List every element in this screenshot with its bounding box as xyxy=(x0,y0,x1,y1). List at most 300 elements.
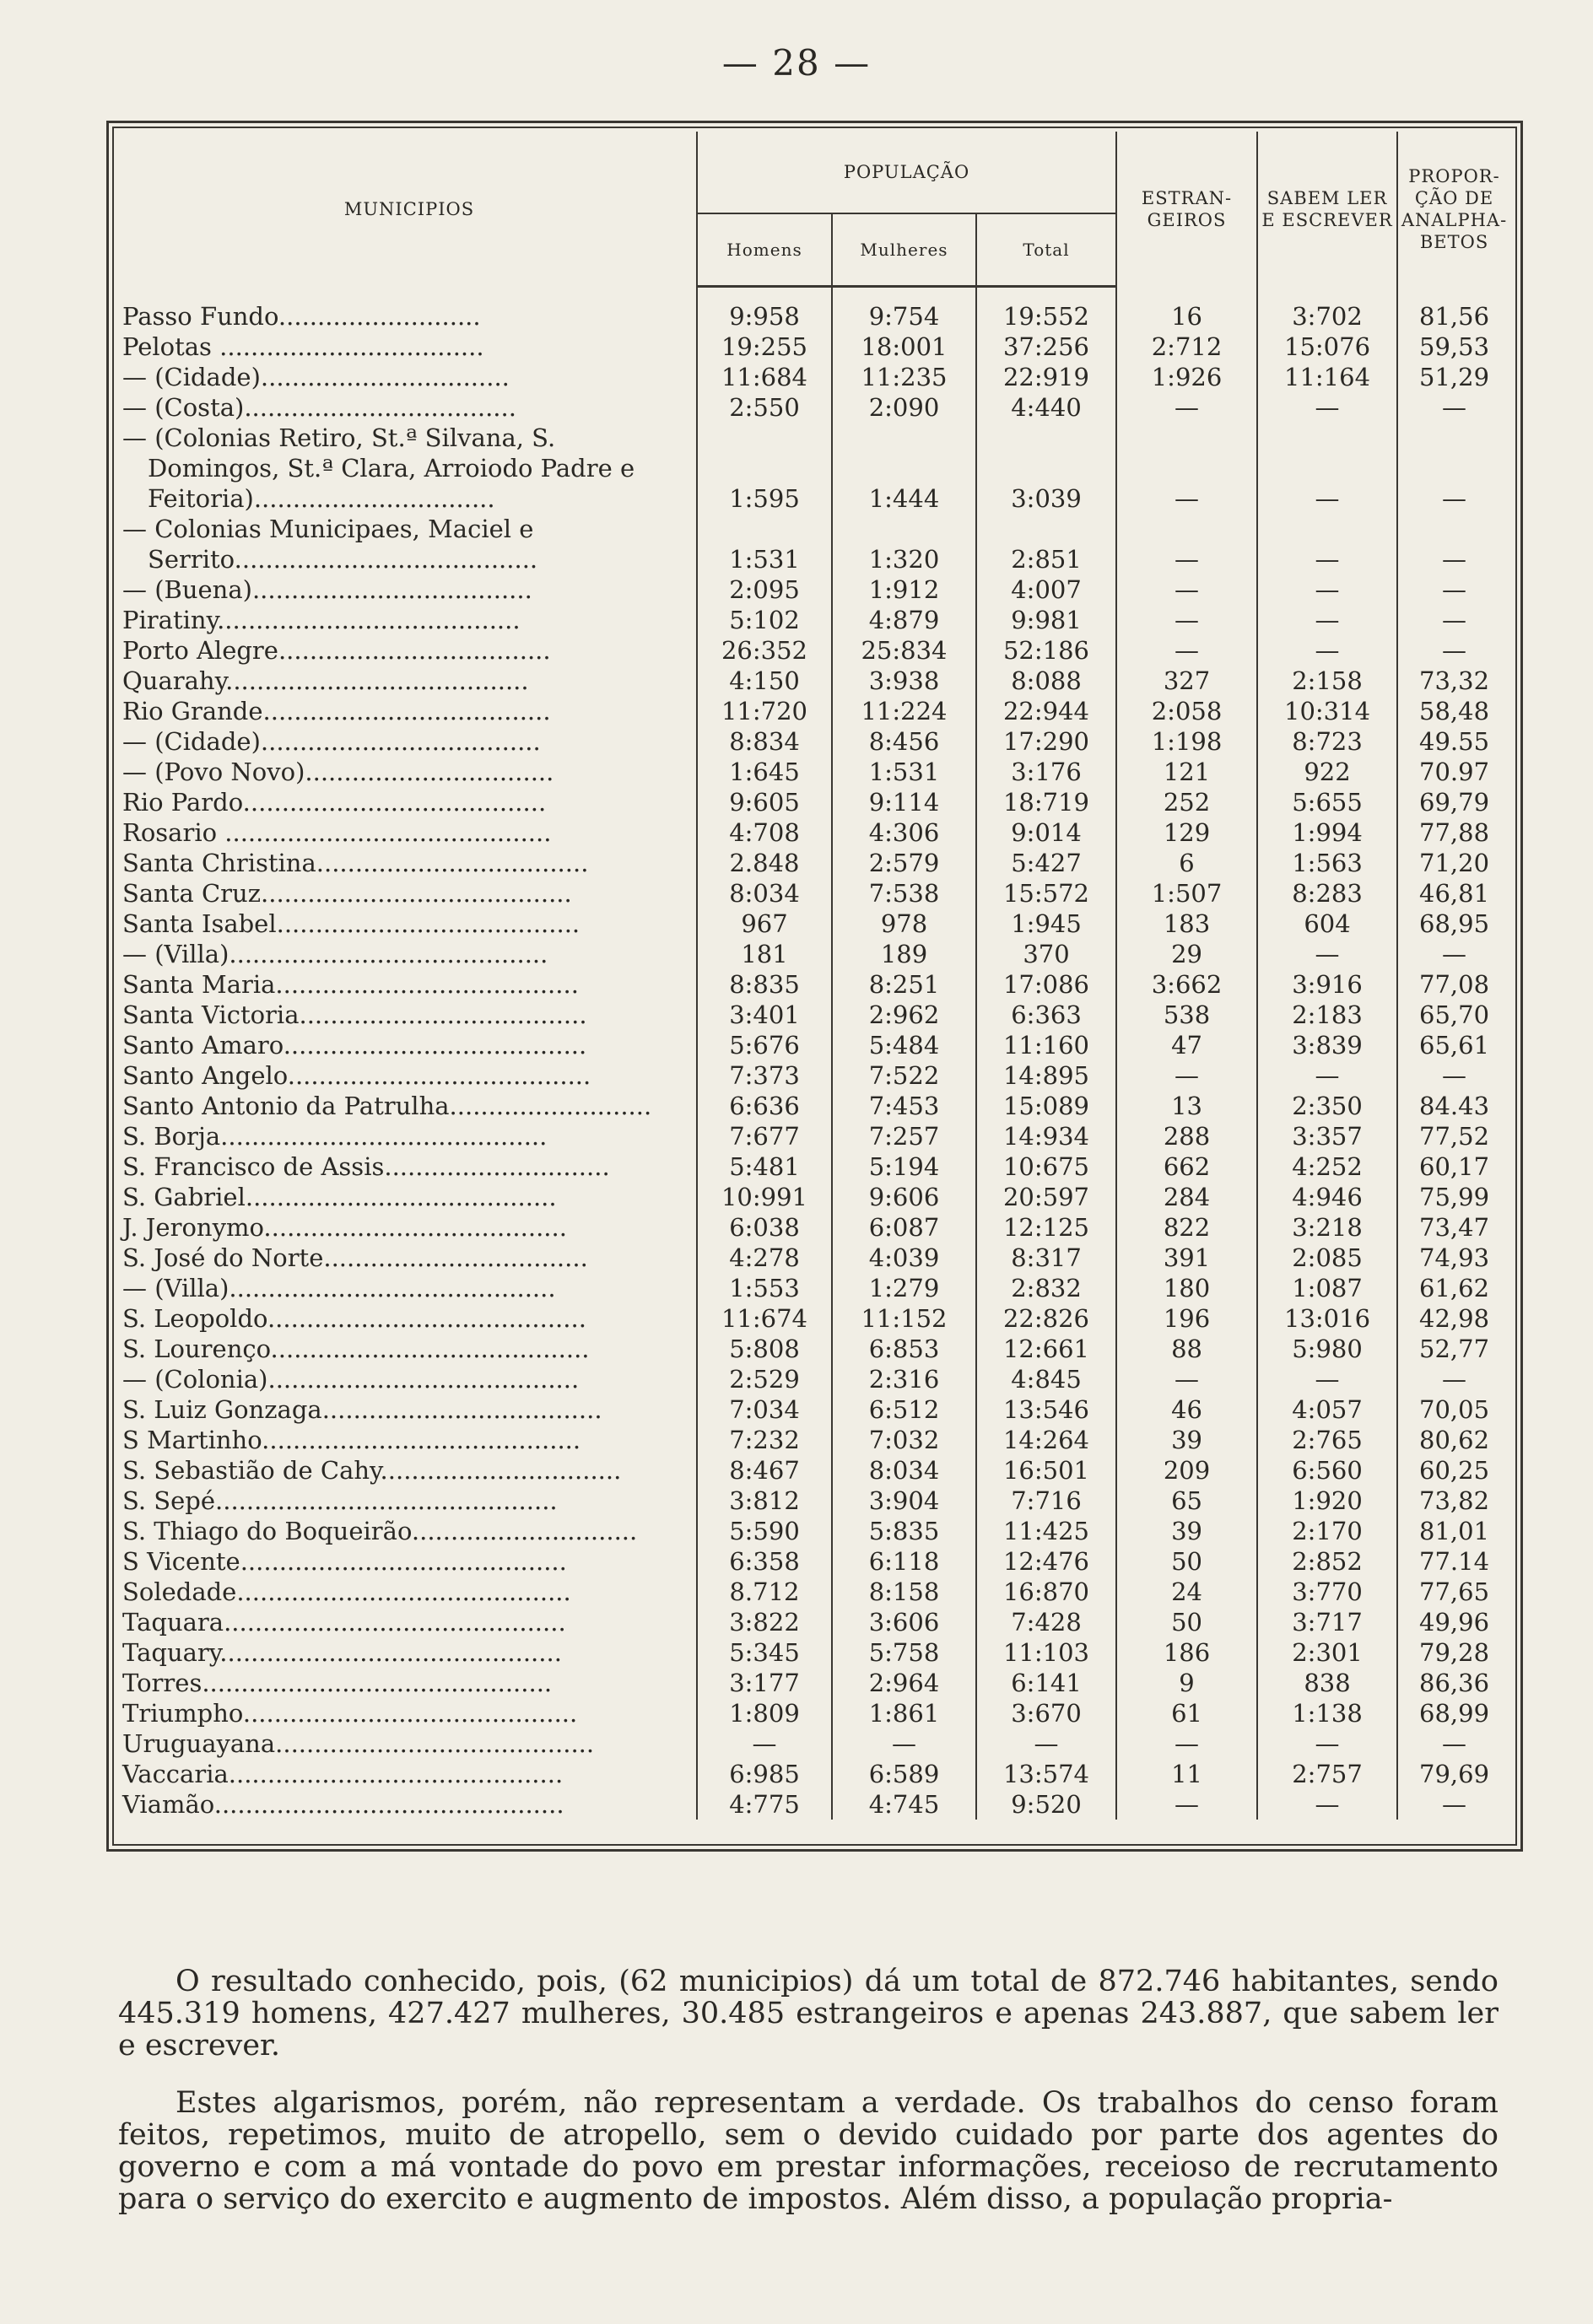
total-cell: 11:103 xyxy=(976,1637,1116,1668)
estrangeiros-cell: 1:926 xyxy=(1116,362,1257,392)
mulheres-cell: 1:912 xyxy=(832,574,976,605)
sabem-ler-cell: 1:994 xyxy=(1257,817,1397,848)
sabem-ler-cell: 10:314 xyxy=(1257,696,1397,726)
estrangeiros-cell: 538 xyxy=(1116,1000,1257,1030)
estrangeiros-cell: — xyxy=(1116,423,1257,514)
homens-cell: 3:822 xyxy=(697,1607,832,1637)
total-cell: 52:186 xyxy=(976,635,1116,666)
mulheres-cell: 3:904 xyxy=(832,1486,976,1516)
mulheres-cell: 9:606 xyxy=(832,1182,976,1212)
mulheres-cell: 7:032 xyxy=(832,1425,976,1455)
proporcao-cell: 77,88 xyxy=(1397,817,1510,848)
total-cell: 12:125 xyxy=(976,1212,1116,1243)
municipio-name: — (Cidade)................................ xyxy=(122,363,510,391)
estrangeiros-cell: 2:712 xyxy=(1116,332,1257,362)
homens-cell: 967 xyxy=(697,909,832,939)
mulheres-cell: 6:118 xyxy=(832,1546,976,1577)
table-row xyxy=(122,1000,1510,1030)
estrangeiros-cell: 39 xyxy=(1116,1425,1257,1455)
sabem-ler-cell: 604 xyxy=(1257,909,1397,939)
sabem-ler-cell: 1:920 xyxy=(1257,1486,1397,1516)
municipio-name: — (Buena).................................... xyxy=(122,575,532,604)
table-row xyxy=(122,605,1510,635)
table-row xyxy=(122,635,1510,666)
mulheres-cell: 1:531 xyxy=(832,757,976,787)
table-row xyxy=(122,1151,1510,1182)
mulheres-cell: 5:194 xyxy=(832,1151,976,1182)
proporcao-cell: — xyxy=(1397,574,1510,605)
estrangeiros-cell: 822 xyxy=(1116,1212,1257,1243)
estrangeiros-cell: 3:662 xyxy=(1116,969,1257,1000)
homens-cell: 9:958 xyxy=(697,287,832,332)
homens-cell: 8:034 xyxy=(697,878,832,909)
table-row xyxy=(122,1516,1510,1546)
table-row xyxy=(122,1030,1510,1060)
estrangeiros-cell: 6 xyxy=(1116,848,1257,878)
table-row xyxy=(122,1789,1510,1820)
sabem-ler-cell: — xyxy=(1257,1060,1397,1091)
municipio-name: Passo Fundo.......................... xyxy=(122,302,481,331)
total-cell: 16:501 xyxy=(976,1455,1116,1486)
municipio-name: S. Francisco de Assis............................. xyxy=(122,1152,610,1181)
mulheres-cell: 9:754 xyxy=(832,287,976,332)
proporcao-cell: — xyxy=(1397,939,1510,969)
sabem-ler-cell: 3:717 xyxy=(1257,1607,1397,1637)
total-cell: 2:851 xyxy=(976,514,1116,574)
table-row xyxy=(122,757,1510,787)
total-cell: 18:719 xyxy=(976,787,1116,817)
proporcao-cell: 86,36 xyxy=(1397,1668,1510,1698)
table-row xyxy=(122,1303,1510,1334)
sabem-ler-cell: 3:770 xyxy=(1257,1577,1397,1607)
estrangeiros-cell: 209 xyxy=(1116,1455,1257,1486)
total-cell: 12:476 xyxy=(976,1546,1116,1577)
sabem-ler-cell: 3:916 xyxy=(1257,969,1397,1000)
proporcao-cell: 61,62 xyxy=(1397,1273,1510,1303)
table-row xyxy=(122,1455,1510,1486)
sabem-ler-cell: 838 xyxy=(1257,1668,1397,1698)
mulheres-cell: 3:938 xyxy=(832,666,976,696)
homens-cell: 3:177 xyxy=(697,1668,832,1698)
municipio-name: S. Sebastião de Cahy............................... xyxy=(122,1456,622,1485)
table-row xyxy=(122,1182,1510,1212)
total-cell: 37:256 xyxy=(976,332,1116,362)
total-cell: 17:290 xyxy=(976,726,1116,757)
header-mulheres: Mulheres xyxy=(832,213,976,287)
total-cell: 19:552 xyxy=(976,287,1116,332)
sabem-ler-cell: 2:183 xyxy=(1257,1000,1397,1030)
estrangeiros-cell: 46 xyxy=(1116,1394,1257,1425)
municipio-name: S. José do Norte.................................. xyxy=(122,1243,588,1272)
homens-cell: 8:835 xyxy=(697,969,832,1000)
municipio-name: — (Colonias Retiro, St.ª Silvana, S. Domingos, St.ª Clara, Arroiodo Padre e Feitoria)............................... xyxy=(122,423,635,513)
homens-cell: 7:677 xyxy=(697,1121,832,1151)
table-row xyxy=(122,848,1510,878)
estrangeiros-cell: — xyxy=(1116,1364,1257,1394)
estrangeiros-cell: — xyxy=(1116,1060,1257,1091)
table-row xyxy=(122,1759,1510,1789)
proporcao-cell: 73,47 xyxy=(1397,1212,1510,1243)
municipio-name: — Colonias Municipaes, Maciel e Serrito....................................... xyxy=(122,515,538,574)
mulheres-cell: 7:522 xyxy=(832,1060,976,1091)
sabem-ler-cell: — xyxy=(1257,1364,1397,1394)
estrangeiros-cell: 1:198 xyxy=(1116,726,1257,757)
table-row xyxy=(122,817,1510,848)
estrangeiros-cell: 391 xyxy=(1116,1243,1257,1273)
proporcao-cell: 59,53 xyxy=(1397,332,1510,362)
homens-cell: 5:481 xyxy=(697,1151,832,1182)
table-row xyxy=(122,1728,1510,1759)
total-cell: 4:440 xyxy=(976,392,1116,423)
total-cell: 14:934 xyxy=(976,1121,1116,1151)
sabem-ler-cell: — xyxy=(1257,423,1397,514)
estrangeiros-cell: — xyxy=(1116,1728,1257,1759)
census-table xyxy=(122,132,1510,1820)
municipio-name: S. Sepé............................................ xyxy=(122,1486,558,1515)
proporcao-cell: — xyxy=(1397,514,1510,574)
proporcao-cell: 70.97 xyxy=(1397,757,1510,787)
municipio-name: S. Thiago do Boqueirão............................. xyxy=(122,1517,638,1545)
table-row xyxy=(122,423,1510,514)
municipio-name: Soledade........................................... xyxy=(122,1577,571,1606)
estrangeiros-cell: 24 xyxy=(1116,1577,1257,1607)
municipio-name: J. Jeronymo....................................... xyxy=(122,1213,567,1242)
homens-cell: 10:991 xyxy=(697,1182,832,1212)
municipio-name: S. Gabriel........................................ xyxy=(122,1183,557,1211)
estrangeiros-cell: 9 xyxy=(1116,1668,1257,1698)
sabem-ler-cell: 5:980 xyxy=(1257,1334,1397,1364)
municipio-name: S Martinho......................................... xyxy=(122,1426,581,1454)
sabem-ler-cell: 2:765 xyxy=(1257,1425,1397,1455)
table-row xyxy=(122,514,1510,574)
mulheres-cell: 8:456 xyxy=(832,726,976,757)
estrangeiros-cell: 29 xyxy=(1116,939,1257,969)
table-row xyxy=(122,939,1510,969)
homens-cell: 6:038 xyxy=(697,1212,832,1243)
homens-cell: 1:645 xyxy=(697,757,832,787)
sabem-ler-cell: 2:852 xyxy=(1257,1546,1397,1577)
municipio-name: Piratiny....................................... xyxy=(122,606,521,634)
homens-cell: 1:531 xyxy=(697,514,832,574)
proporcao-cell: 81,56 xyxy=(1397,287,1510,332)
table-header xyxy=(122,132,1510,287)
table-row xyxy=(122,1243,1510,1273)
sabem-ler-cell: 2:350 xyxy=(1257,1091,1397,1121)
mulheres-cell: 8:158 xyxy=(832,1577,976,1607)
total-cell: 1:945 xyxy=(976,909,1116,939)
mulheres-cell: 2:579 xyxy=(832,848,976,878)
total-cell: 14:895 xyxy=(976,1060,1116,1091)
mulheres-cell: 8:034 xyxy=(832,1455,976,1486)
estrangeiros-cell: 186 xyxy=(1116,1637,1257,1668)
municipio-name: Santa Isabel....................................... xyxy=(122,909,580,938)
proporcao-cell: 51,29 xyxy=(1397,362,1510,392)
proporcao-cell: 68,95 xyxy=(1397,909,1510,939)
municipio-name: Santa Cruz........................................ xyxy=(122,879,572,908)
mulheres-cell: 4:879 xyxy=(832,605,976,635)
total-cell: 8:317 xyxy=(976,1243,1116,1273)
homens-cell: 11:720 xyxy=(697,696,832,726)
mulheres-cell: 2:964 xyxy=(832,1668,976,1698)
homens-cell: 5:808 xyxy=(697,1334,832,1364)
total-cell: 6:141 xyxy=(976,1668,1116,1698)
estrangeiros-cell: 16 xyxy=(1116,287,1257,332)
header-homens: Homens xyxy=(697,213,832,287)
municipio-name: Santo Amaro....................................... xyxy=(122,1031,587,1060)
municipio-name: — (Povo Novo)................................ xyxy=(122,758,554,786)
proporcao-cell: 71,20 xyxy=(1397,848,1510,878)
estrangeiros-cell: 196 xyxy=(1116,1303,1257,1334)
homens-cell: 2:095 xyxy=(697,574,832,605)
sabem-ler-cell: 4:057 xyxy=(1257,1394,1397,1425)
homens-cell: 2:550 xyxy=(697,392,832,423)
table-row xyxy=(122,1577,1510,1607)
proporcao-cell: — xyxy=(1397,605,1510,635)
municipio-name: Santa Christina................................... xyxy=(122,849,589,877)
table-row xyxy=(122,909,1510,939)
municipio-name: Taquara............................................ xyxy=(122,1608,566,1637)
municipio-name: Torres............................................. xyxy=(122,1669,553,1697)
homens-cell: 8.712 xyxy=(697,1577,832,1607)
municipio-name: Viamão............................................. xyxy=(122,1790,564,1819)
mulheres-cell: 6:589 xyxy=(832,1759,976,1789)
municipio-name: Rio Grande..................................... xyxy=(122,697,551,725)
proporcao-cell: 79,28 xyxy=(1397,1637,1510,1668)
table-row xyxy=(122,1607,1510,1637)
total-cell: 7:428 xyxy=(976,1607,1116,1637)
estrangeiros-cell: 129 xyxy=(1116,817,1257,848)
total-cell: 3:039 xyxy=(976,423,1116,514)
mulheres-cell: 6:512 xyxy=(832,1394,976,1425)
total-cell: 9:014 xyxy=(976,817,1116,848)
proporcao-cell: 77,08 xyxy=(1397,969,1510,1000)
homens-cell: 8:834 xyxy=(697,726,832,757)
estrangeiros-cell: — xyxy=(1116,574,1257,605)
mulheres-cell: 2:962 xyxy=(832,1000,976,1030)
mulheres-cell: 2:316 xyxy=(832,1364,976,1394)
sabem-ler-cell: 2:170 xyxy=(1257,1516,1397,1546)
homens-cell: 2.848 xyxy=(697,848,832,878)
sabem-ler-cell: 8:723 xyxy=(1257,726,1397,757)
municipio-name: S. Leopoldo......................................... xyxy=(122,1304,586,1333)
proporcao-cell: 65,70 xyxy=(1397,1000,1510,1030)
homens-cell: — xyxy=(697,1728,832,1759)
total-cell: 6:363 xyxy=(976,1000,1116,1030)
proporcao-cell: 49,96 xyxy=(1397,1607,1510,1637)
total-cell: 4:845 xyxy=(976,1364,1116,1394)
total-cell: 15:089 xyxy=(976,1091,1116,1121)
header-populacao: POPULAÇÃO xyxy=(697,132,1116,213)
sabem-ler-cell: 5:655 xyxy=(1257,787,1397,817)
table-row xyxy=(122,1394,1510,1425)
estrangeiros-cell: 288 xyxy=(1116,1121,1257,1151)
estrangeiros-cell: 121 xyxy=(1116,757,1257,787)
homens-cell: 2:529 xyxy=(697,1364,832,1394)
mulheres-cell: 11:152 xyxy=(832,1303,976,1334)
paragraph-remarks: Estes algarismos, porém, não representam a verdade. Os trabalhos do censo foram feitos, repetimos, muito de atropello, sem o devido cuidado por parte dos agentes do governo e com a má vontade do povo em prestar informações, receioso de recrutamento para o serviço do exercito e augmento de impostos. Além disso, a população propria- xyxy=(118,2086,1498,2216)
mulheres-cell: 11:235 xyxy=(832,362,976,392)
homens-cell: 5:345 xyxy=(697,1637,832,1668)
total-cell: 11:160 xyxy=(976,1030,1116,1060)
total-cell: 14:264 xyxy=(976,1425,1116,1455)
total-cell: 13:546 xyxy=(976,1394,1116,1425)
proporcao-cell: 65,61 xyxy=(1397,1030,1510,1060)
sabem-ler-cell: 15:076 xyxy=(1257,332,1397,362)
municipio-name: — (Villa)......................................... xyxy=(122,940,548,968)
table-row xyxy=(122,1334,1510,1364)
table-row xyxy=(122,1486,1510,1516)
total-cell: 11:425 xyxy=(976,1516,1116,1546)
homens-cell: 6:636 xyxy=(697,1091,832,1121)
table-row xyxy=(122,726,1510,757)
sabem-ler-cell: 922 xyxy=(1257,757,1397,787)
mulheres-cell: 7:538 xyxy=(832,878,976,909)
mulheres-cell: 4:745 xyxy=(832,1789,976,1820)
table-row xyxy=(122,969,1510,1000)
total-cell: 12:661 xyxy=(976,1334,1116,1364)
sabem-ler-cell: 3:357 xyxy=(1257,1121,1397,1151)
paragraph-result: O resultado conhecido, pois, (62 municipios) dá um total de 872.746 habitantes, sendo 445.319 homens, 427.427 mulheres, 30.485 estrangeiros e apenas 243.887, que sabem ler e escrever. xyxy=(118,1965,1498,2062)
municipio-name: Santo Antonio da Patrulha.......................... xyxy=(122,1092,652,1120)
mulheres-cell: 6:853 xyxy=(832,1334,976,1364)
table-row xyxy=(122,574,1510,605)
homens-cell: 3:812 xyxy=(697,1486,832,1516)
homens-cell: 4:775 xyxy=(697,1789,832,1820)
total-cell: 5:427 xyxy=(976,848,1116,878)
total-cell: 15:572 xyxy=(976,878,1116,909)
estrangeiros-cell: 327 xyxy=(1116,666,1257,696)
homens-cell: 8:467 xyxy=(697,1455,832,1486)
mulheres-cell: 189 xyxy=(832,939,976,969)
sabem-ler-cell: 4:946 xyxy=(1257,1182,1397,1212)
total-cell: 22:944 xyxy=(976,696,1116,726)
total-cell: 16:870 xyxy=(976,1577,1116,1607)
estrangeiros-cell: 50 xyxy=(1116,1607,1257,1637)
proporcao-cell: 79,69 xyxy=(1397,1759,1510,1789)
mulheres-cell: 5:758 xyxy=(832,1637,976,1668)
municipio-name: S. Borja.......................................... xyxy=(122,1122,548,1151)
estrangeiros-cell: 180 xyxy=(1116,1273,1257,1303)
estrangeiros-cell: — xyxy=(1116,635,1257,666)
total-cell: 3:176 xyxy=(976,757,1116,787)
municipio-name: Triumpho........................................... xyxy=(122,1699,578,1728)
table-row xyxy=(122,878,1510,909)
total-cell: 2:832 xyxy=(976,1273,1116,1303)
estrangeiros-cell: 39 xyxy=(1116,1516,1257,1546)
homens-cell: 181 xyxy=(697,939,832,969)
municipio-name: S Vicente.......................................... xyxy=(122,1547,567,1576)
homens-cell: 26:352 xyxy=(697,635,832,666)
sabem-ler-cell: 6:560 xyxy=(1257,1455,1397,1486)
proporcao-cell: — xyxy=(1397,423,1510,514)
municipio-name: Uruguayana......................................... xyxy=(122,1729,595,1758)
table-row xyxy=(122,1091,1510,1121)
mulheres-cell: 18:001 xyxy=(832,332,976,362)
mulheres-cell: 25:834 xyxy=(832,635,976,666)
sabem-ler-cell: 1:087 xyxy=(1257,1273,1397,1303)
sabem-ler-cell: — xyxy=(1257,392,1397,423)
proporcao-cell: 70,05 xyxy=(1397,1394,1510,1425)
estrangeiros-cell: 65 xyxy=(1116,1486,1257,1516)
municipio-name: S. Luiz Gonzaga.................................... xyxy=(122,1395,602,1424)
municipio-name: — (Colonia)........................................ xyxy=(122,1365,580,1394)
homens-cell: 11:674 xyxy=(697,1303,832,1334)
total-cell: 4:007 xyxy=(976,574,1116,605)
homens-cell: 19:255 xyxy=(697,332,832,362)
sabem-ler-cell: 8:283 xyxy=(1257,878,1397,909)
total-cell: 8:088 xyxy=(976,666,1116,696)
homens-cell: 4:150 xyxy=(697,666,832,696)
estrangeiros-cell: 88 xyxy=(1116,1334,1257,1364)
proporcao-cell: 77.14 xyxy=(1397,1546,1510,1577)
sabem-ler-cell: 11:164 xyxy=(1257,362,1397,392)
estrangeiros-cell: — xyxy=(1116,1789,1257,1820)
sabem-ler-cell: — xyxy=(1257,514,1397,574)
sabem-ler-cell: — xyxy=(1257,574,1397,605)
mulheres-cell: — xyxy=(832,1728,976,1759)
estrangeiros-cell: 183 xyxy=(1116,909,1257,939)
proporcao-cell: 84.43 xyxy=(1397,1091,1510,1121)
sabem-ler-cell: 2:757 xyxy=(1257,1759,1397,1789)
total-cell: 10:675 xyxy=(976,1151,1116,1182)
mulheres-cell: 11:224 xyxy=(832,696,976,726)
estrangeiros-cell: 11 xyxy=(1116,1759,1257,1789)
homens-cell: 1:809 xyxy=(697,1698,832,1728)
table-row xyxy=(122,1364,1510,1394)
homens-cell: 3:401 xyxy=(697,1000,832,1030)
header-total: Total xyxy=(976,213,1116,287)
sabem-ler-cell: 2:158 xyxy=(1257,666,1397,696)
estrangeiros-cell: 2:058 xyxy=(1116,696,1257,726)
total-cell: 7:716 xyxy=(976,1486,1116,1516)
proporcao-cell: 68,99 xyxy=(1397,1698,1510,1728)
mulheres-cell: 5:835 xyxy=(832,1516,976,1546)
mulheres-cell: 1:320 xyxy=(832,514,976,574)
mulheres-cell: 7:453 xyxy=(832,1091,976,1121)
estrangeiros-cell: — xyxy=(1116,514,1257,574)
estrangeiros-cell: — xyxy=(1116,605,1257,635)
header-proporcao: PROPOR- ÇÃO DE ANALPHA- BETOS xyxy=(1397,132,1510,287)
table-row xyxy=(122,1637,1510,1668)
estrangeiros-cell: 662 xyxy=(1116,1151,1257,1182)
mulheres-cell: 1:279 xyxy=(832,1273,976,1303)
sabem-ler-cell: 1:138 xyxy=(1257,1698,1397,1728)
municipio-name: Quarahy....................................... xyxy=(122,666,529,695)
municipio-name: Porto Alegre................................... xyxy=(122,636,551,665)
municipio-name: — (Villa).......................................... xyxy=(122,1274,556,1302)
homens-cell: 6:358 xyxy=(697,1546,832,1577)
municipio-name: Pelotas .................................. xyxy=(122,332,484,361)
municipio-name: Rio Pardo....................................... xyxy=(122,788,547,817)
table-row xyxy=(122,1273,1510,1303)
mulheres-cell: 9:114 xyxy=(832,787,976,817)
proporcao-cell: 60,25 xyxy=(1397,1455,1510,1486)
estrangeiros-cell: 1:507 xyxy=(1116,878,1257,909)
proporcao-cell: 49.55 xyxy=(1397,726,1510,757)
proporcao-cell: — xyxy=(1397,1728,1510,1759)
table-row xyxy=(122,287,1510,332)
sabem-ler-cell: — xyxy=(1257,1728,1397,1759)
sabem-ler-cell: 2:301 xyxy=(1257,1637,1397,1668)
proporcao-cell: 77,65 xyxy=(1397,1577,1510,1607)
total-cell: 3:670 xyxy=(976,1698,1116,1728)
homens-cell: 7:373 xyxy=(697,1060,832,1091)
proporcao-cell: 60,17 xyxy=(1397,1151,1510,1182)
table-row xyxy=(122,1425,1510,1455)
homens-cell: 11:684 xyxy=(697,362,832,392)
estrangeiros-cell: 13 xyxy=(1116,1091,1257,1121)
municipio-name: Rosario .......................................... xyxy=(122,818,552,847)
